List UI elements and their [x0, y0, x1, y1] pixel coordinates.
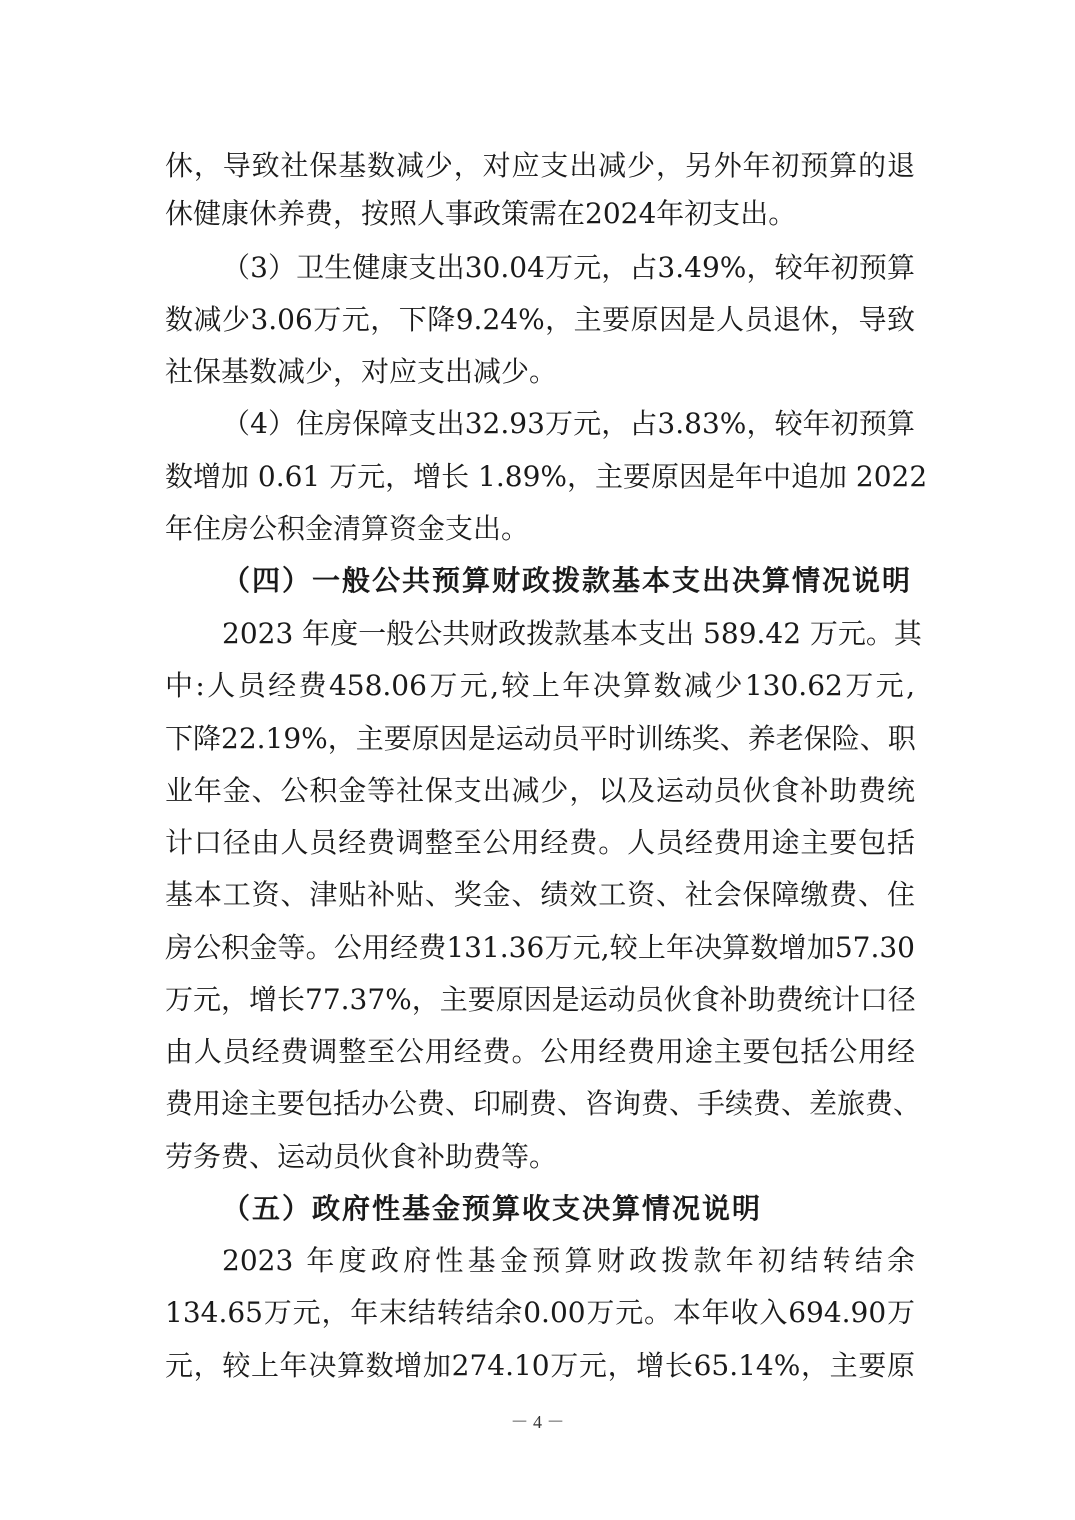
paragraph-line: 数增加 0.61 万元，增长 1.89%，主要原因是年中追加 2022: [165, 460, 928, 493]
paragraph-line: 下降22.19%，主要原因是运动员平时训练奖、养老保险、职: [165, 722, 916, 755]
paragraph-line: 业年金、公积金等社保支出减少，以及运动员伙食补助费统: [165, 774, 915, 807]
paragraph-line-housing-expenditure: （4）住房保障支出32.93万元，占3.83%，较年初预算: [222, 407, 915, 440]
paragraph-line: 费用途主要包括办公费、印刷费、咨询费、手续费、差旅费、: [165, 1087, 922, 1120]
paragraph-line: 基本工资、津贴补贴、奖金、绩效工资、社会保障缴费、住: [165, 878, 915, 911]
section-heading-4: （四）一般公共预算财政拨款基本支出决算情况说明: [222, 564, 913, 597]
paragraph-line: 休，导致社保基数减少，对应支出减少，另外年初预算的退: [165, 149, 915, 182]
paragraph-line: 中:人员经费458.06万元,较上年决算数减少130.62万元,: [165, 669, 915, 702]
paragraph-line: 计口径由人员经费调整至公用经费。人员经费用途主要包括: [165, 826, 915, 859]
paragraph-line: 万元，增长77.37%，主要原因是运动员伙食补助费统计口径: [165, 983, 916, 1016]
paragraph-line: 劳务费、运动员伙食补助费等。: [165, 1140, 558, 1173]
paragraph-line: 休健康休养费，按照人事政策需在2024年初支出。: [165, 197, 797, 230]
paragraph-line: 年住房公积金清算资金支出。: [165, 512, 530, 545]
paragraph-line-health-expenditure: （3）卫生健康支出30.04万元，占3.49%，较年初预算: [222, 251, 915, 284]
paragraph-line: 社保基数减少，对应支出减少。: [165, 355, 558, 388]
page-number: － 4 －: [510, 1412, 565, 1432]
paragraph-line: 房公积金等。公用经费131.36万元,较上年决算数增加57.30: [165, 931, 915, 964]
paragraph-line: 元，较上年决算数增加274.10万元，增长65.14%，主要原: [165, 1349, 915, 1382]
paragraph-line: 2023 年度一般公共财政拨款基本支出 589.42 万元。其: [222, 617, 922, 650]
section-heading-5: （五）政府性基金预算收支决算情况说明: [222, 1192, 763, 1225]
paragraph-line: 由人员经费调整至公用经费。公用经费用途主要包括公用经: [165, 1035, 915, 1068]
paragraph-line: 134.65万元，年末结转结余0.00万元。本年收入694.90万: [165, 1296, 915, 1329]
paragraph-line: 数减少3.06万元，下降9.24%，主要原因是人员退休，导致: [165, 303, 915, 336]
paragraph-line: 2023 年度政府性基金预算财政拨款年初结转结余: [222, 1244, 915, 1277]
